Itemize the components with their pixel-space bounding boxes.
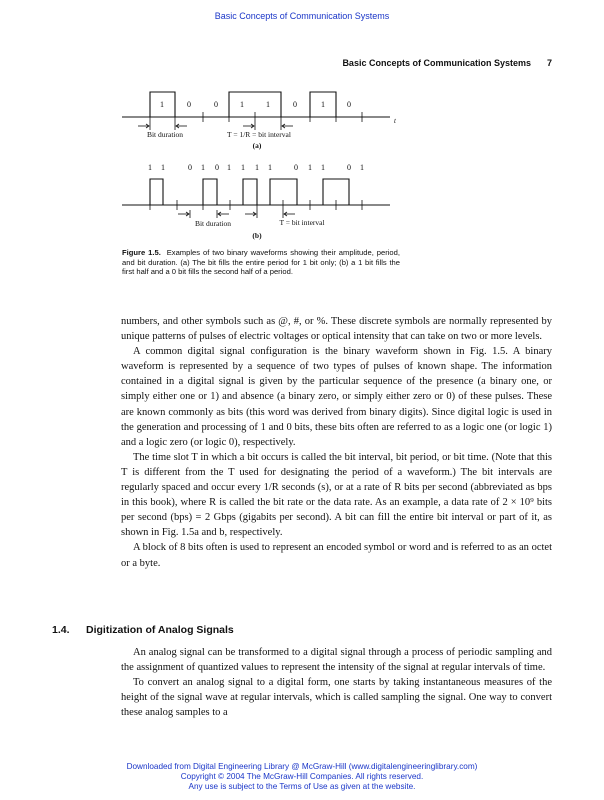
bit-a-2: 0 bbox=[214, 100, 218, 109]
body-text bbox=[121, 314, 552, 571]
bit-a-1: 0 bbox=[187, 100, 191, 109]
footer-terms-line[interactable]: Any use is subject to the Terms of Use as given at the website. bbox=[188, 782, 416, 791]
figure-caption bbox=[122, 248, 400, 277]
bit-b-13: 1 bbox=[360, 163, 364, 172]
bit-a-6: 1 bbox=[321, 100, 325, 109]
bit-b-3: 1 bbox=[201, 163, 205, 172]
bit-b-6: 1 bbox=[241, 163, 245, 172]
bit-b-12: 0 bbox=[347, 163, 351, 172]
paragraph-3: The time slot T in which a bit occurs is called the bit interval, bit period, or bit time. (Note that this T is different from the T used for designating the period of a waveform.) The bit intervals are regularly spaced and occur every 1/R seconds (s), or at a rate of R bits per second (abbreviated as bps in this book), where R is called the bit rate or the data rate. As an example, a data rate of 2 × 10⁹ bits per second (bps) = 2 Gbps (gigabits per second). A bit can fill the entire bit interval or part of it, as shown in Fig. 1.5a and b, respectively. bbox=[121, 451, 552, 539]
figure-caption-text: Examples of two binary waveforms showing their amplitude, period, and bit duration. (a) The bit fills the entire period for 1 bit only; (b) a 1 bit fills the first half and a 0 bit fills the second half of a period. bbox=[122, 248, 400, 277]
section-paragraph-1: An analog signal can be transformed to a digital signal through a process of periodic sampling and the assignment of quantized values to represent the intensity of the signal at regular intervals of time. bbox=[121, 647, 552, 674]
bit-b-5: 1 bbox=[227, 163, 231, 172]
paragraph-4: A block of 8 bits often is used to represent an encoded symbol or word and is referred to as an octet or a byte. bbox=[121, 542, 552, 569]
bit-b-0: 1 bbox=[148, 163, 152, 172]
waveform-b-signal bbox=[125, 179, 388, 205]
top-banner: Basic Concepts of Communication Systems bbox=[214, 11, 390, 21]
page-number: 7 bbox=[546, 58, 552, 68]
paragraph-1: numbers, and other symbols such as @, #, or %. These discrete symbols are normally represented by unique patterns of pulses of electric voltages or optical intensity that can take on two or more levels. bbox=[121, 316, 552, 343]
bit-b-8: 1 bbox=[268, 163, 272, 172]
footer-copyright-line: Copyright © 2004 The McGraw-Hill Companies. All rights reserved. bbox=[180, 772, 424, 781]
footer bbox=[0, 762, 604, 792]
section-number: 1.4. bbox=[52, 624, 70, 636]
bit-b-7: 1 bbox=[255, 163, 259, 172]
bit-a-7: 0 bbox=[347, 100, 351, 109]
bit-b-2: 0 bbox=[188, 163, 192, 172]
panel-b-label: (b) bbox=[252, 231, 262, 240]
bit-interval-label-b: T = bit interval bbox=[279, 218, 325, 227]
figure-caption-label: Figure 1.5. bbox=[122, 248, 161, 257]
bit-b-9: 0 bbox=[294, 163, 298, 172]
bit-duration-arrows-a bbox=[138, 122, 293, 130]
figure-1-5 bbox=[0, 0, 604, 250]
bit-b-4: 0 bbox=[215, 163, 219, 172]
bit-a-3: 1 bbox=[240, 100, 244, 109]
waveform-b bbox=[122, 163, 390, 240]
bit-duration-arrows-b bbox=[178, 210, 295, 218]
section-paragraph-2: To convert an analog signal to a digital form, one starts by taking instantaneous measures of the height of the signal wave at regular intervals, which is called sampling the signal. One way to convert these analog samples to a bbox=[121, 677, 552, 719]
section-body bbox=[121, 645, 552, 720]
waveform-b-bit-labels bbox=[148, 163, 364, 172]
bit-b-10: 1 bbox=[308, 163, 312, 172]
bit-duration-label-b: Bit duration bbox=[194, 219, 232, 228]
section-title: Digitization of Analog Signals bbox=[86, 624, 234, 636]
panel-a-label: (a) bbox=[252, 141, 262, 150]
section-heading bbox=[52, 624, 234, 636]
bit-interval-label-a: T = 1/R = bit interval bbox=[227, 130, 291, 139]
footer-download-line[interactable]: Downloaded from Digital Engineering Library @ McGraw-Hill (www.digitalengineeringlibrary.com) bbox=[126, 762, 478, 771]
running-head-title: Basic Concepts of Communication Systems bbox=[342, 58, 531, 68]
bit-a-4: 1 bbox=[266, 100, 270, 109]
waveform-a-bit-labels bbox=[160, 100, 351, 109]
bit-a-0: 1 bbox=[160, 100, 164, 109]
bit-b-11: 1 bbox=[321, 163, 325, 172]
bit-duration-label-a: Bit duration bbox=[146, 130, 184, 139]
time-axis-label: t bbox=[394, 117, 396, 125]
bit-a-5: 0 bbox=[293, 100, 297, 109]
bit-b-1: 1 bbox=[161, 163, 165, 172]
paragraph-2: A common digital signal configuration is the binary waveform shown in Fig. 1.5. A binary waveform is represented by a sequence of two types of pulses of known shape. The information contained in a digital signal is given by the particular sequence of the presence (a binary one, or simply either one or 1) and absence (a binary zero, or simply either zero or 0) of these pulses. These are known commonly as bits (this word was derived from binary digits). Since digital logic is used in the generation and processing of 1 and 0 bits, these bits often are referred to as a logic one (or logic 1) and a logic zero (or logic 0), respectively. bbox=[121, 346, 552, 448]
waveform-a bbox=[122, 92, 397, 150]
